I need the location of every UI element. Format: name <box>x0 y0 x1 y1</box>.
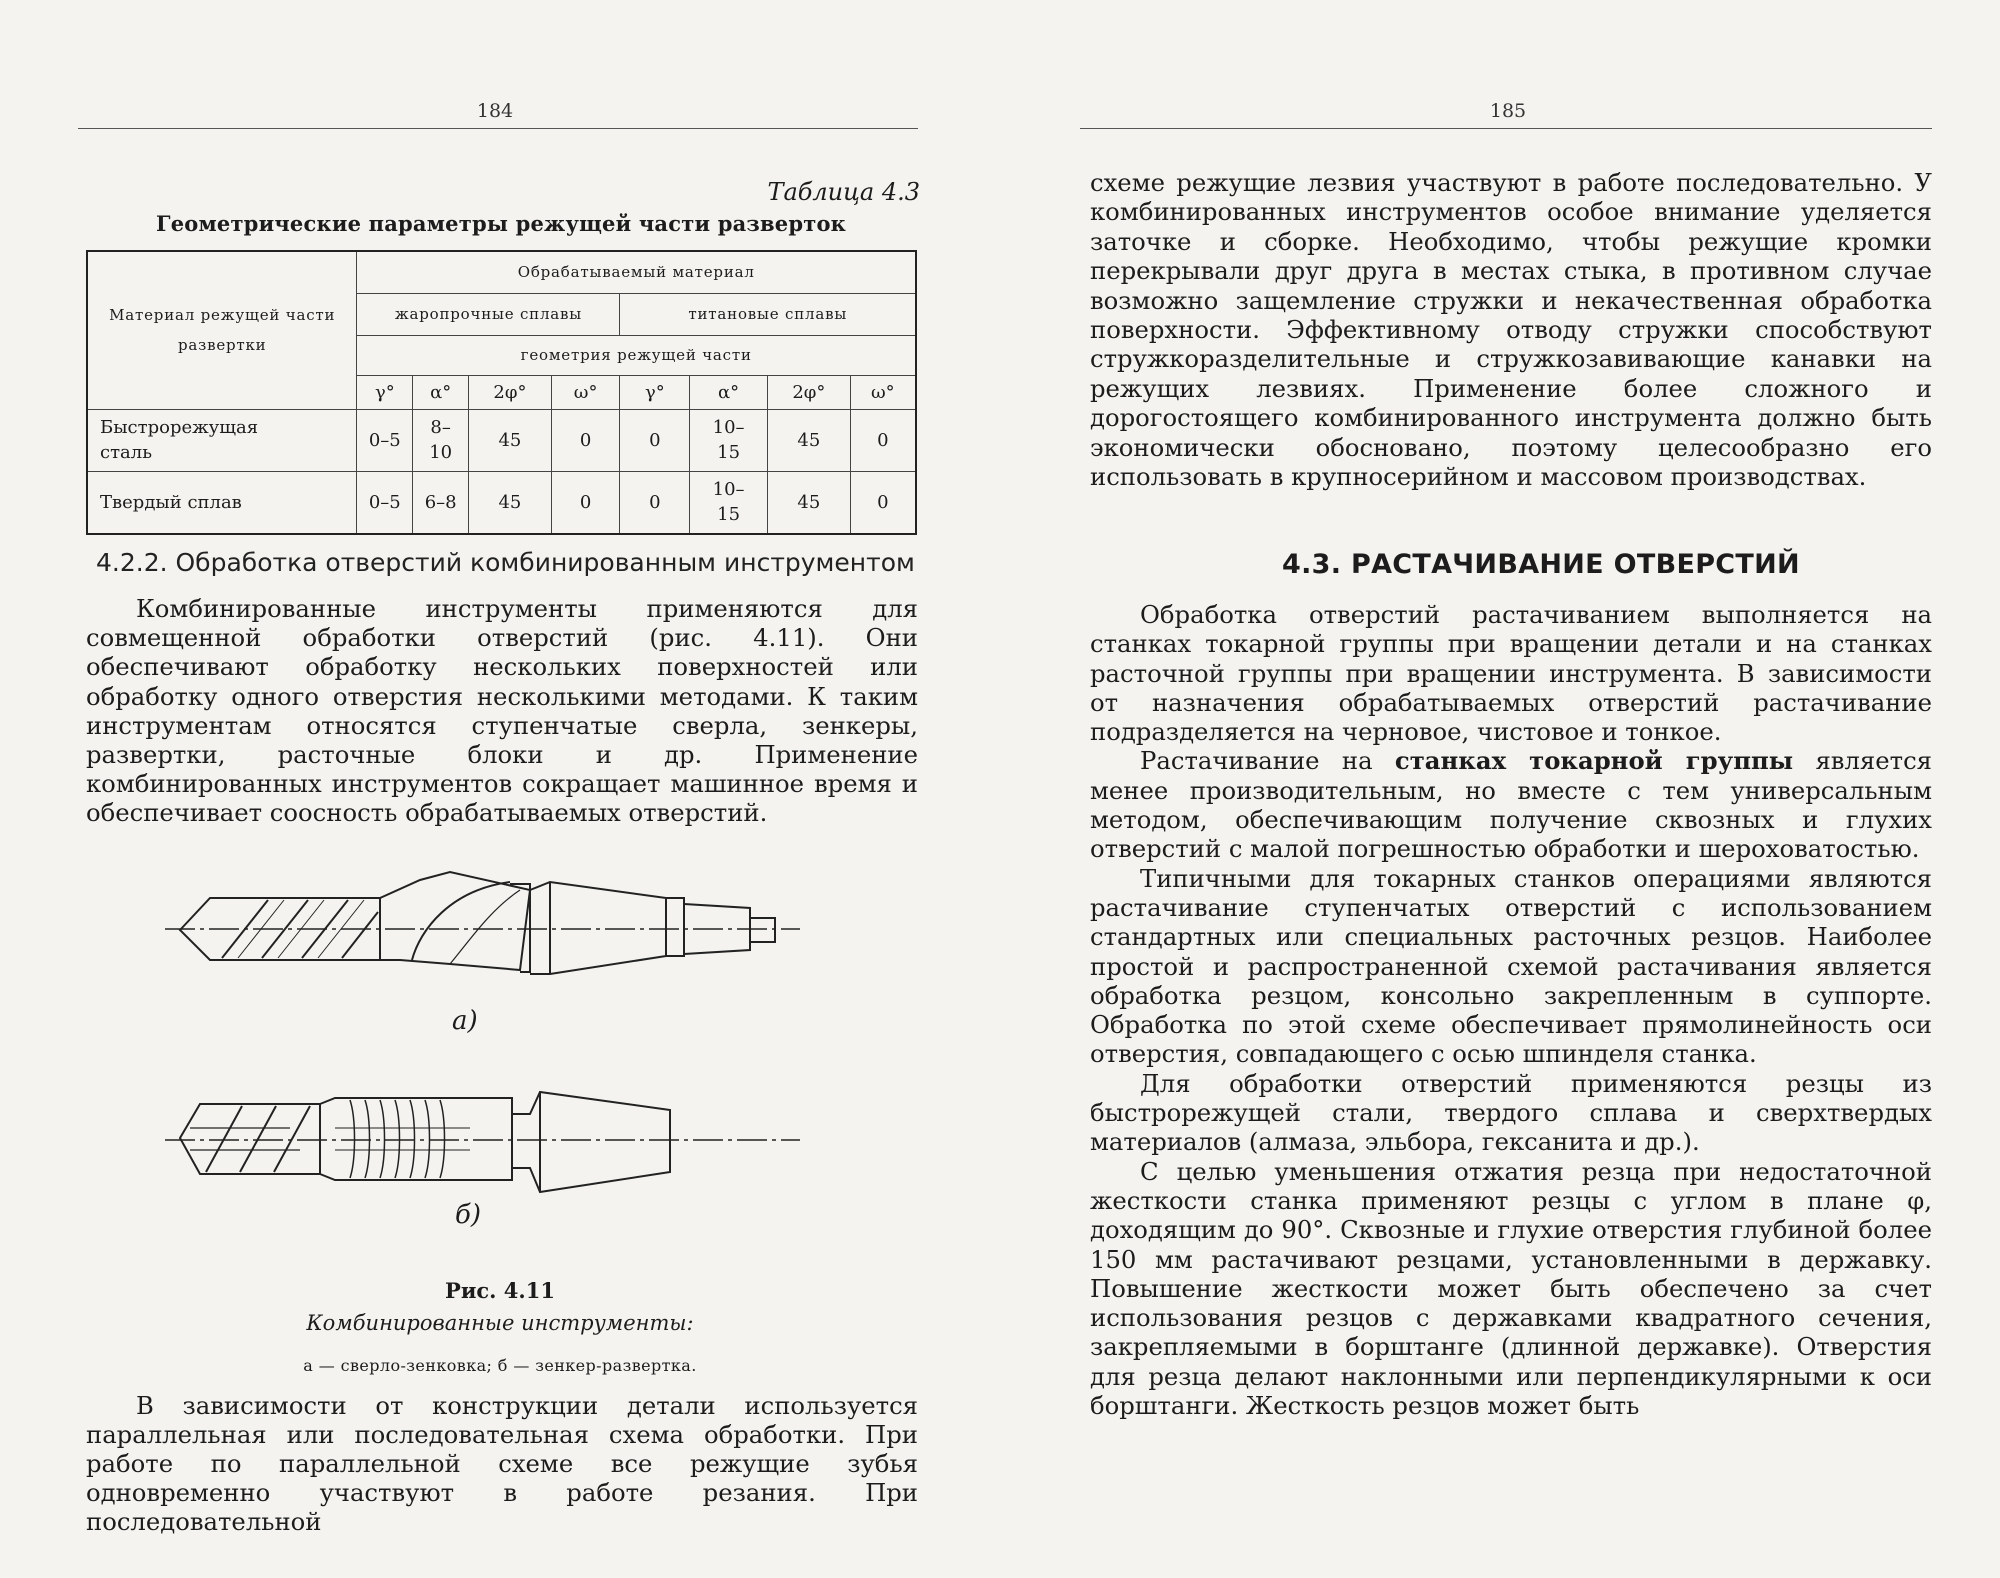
countersink-reamer-drawing <box>150 1088 810 1198</box>
header-rule <box>1080 128 1932 129</box>
emphasis-text: станках токарной группы <box>1394 746 1794 776</box>
table-cell: 0–5 <box>357 409 413 471</box>
table-cell: 10–15 <box>690 471 768 534</box>
table-header-group1: жаропрочные сплавы <box>357 293 620 335</box>
table-row <box>87 471 916 534</box>
paragraph-text: Комбинированные инструменты применяются для совмещенной обработки отверстий (рис. 4.11). Они обеспечивают обработку нескольких поверхностей или обработку одного отверстия несколькими методами. К таким инструментам относятся ступенчатые сверла, зенкеры, развертки, расточные блоки и др. Применение комбинированных инструментов сокращает машинное время и обеспечивает соосность обрабатываемых отверстий. <box>86 594 918 828</box>
table-title: Геометрические параметры режущей части разверток <box>156 211 847 236</box>
page-number: 184 <box>476 100 514 122</box>
figure-title: Комбинированные инструменты: <box>306 1311 694 1335</box>
table-param-gamma: γ° <box>620 375 690 409</box>
section-heading: 4.3. РАСТАЧИВАНИЕ ОТВЕРСТИЙ <box>1282 549 1800 580</box>
page-number: 185 <box>1489 100 1527 122</box>
paragraph-text: В зависимости от конструкции детали используется параллельная или последовательная схема обработки. При работе по параллельной схеме все режущие зубья одновременно участвуют в работе резания. При последовательной <box>86 1391 918 1536</box>
table-row-name: Твердый сплав <box>87 471 357 534</box>
section-body <box>1090 600 1932 1420</box>
table-cell: 0 <box>850 409 916 471</box>
subsection-heading: 4.2.2. Обработка отверстий комбинированным инструментом <box>96 548 915 577</box>
paragraph-text: Для обработки отверстий применяются резцы из быстрорежущей стали, твердого сплава и сверхтвердых материалов (алмаза, эльбора, гексанита и др.). <box>1090 1068 1932 1157</box>
table-row-name: Быстрорежущая сталь <box>87 409 357 471</box>
table-cell: 6–8 <box>413 471 469 534</box>
paragraph-continued <box>1090 168 1932 491</box>
paragraph-text: схеме режущие лезвия участвуют в работе последовательно. У комбинированных инструментов особое внимание уделяется заточке и сборке. Необходимо, чтобы режущие кромки перекрывали друг друга в местах стыка, в противном случае возможно защемление стружки и некачественная обработка поверхности. Эффективному отводу стружки способствуют стружкоразделительные и стружкозавивающие канавки на режущих лезвиях. Применение более сложного и дорогостоящего комбинированного инструмента должно быть экономически обосновано, поэтому целесообразно его использовать в крупносерийном и массовом производствах. <box>1090 168 1932 492</box>
parameters-table <box>86 250 917 535</box>
figure-label-b: б) <box>455 1200 482 1230</box>
paragraph-schemes <box>86 1391 918 1536</box>
table-cell: 8–10 <box>413 409 469 471</box>
table-cell: 0 <box>620 409 690 471</box>
table-param-2phi: 2φ° <box>469 375 552 409</box>
table-cell: 45 <box>768 471 851 534</box>
paragraph-text: С целью уменьшения отжатия резца при недостаточной жесткости станка применяют резцы с углом в плане φ, доходящим до 90°. Сквозные и глухие отверстия глубиной более 150 мм растачивают резцами, установленными в державку. Повышение жесткости может быть обеспечено за счет использования резцов с державками квадратного сечения, закрепляемыми в борштанге (длинной державке). Отверстия для резца делают наклонными или перпендикулярными к оси борштанги. Жесткость резцов может быть <box>1090 1156 1932 1421</box>
drill-countersink-drawing <box>150 860 810 980</box>
table-cell: 0–5 <box>357 471 413 534</box>
table-header-geometry: геометрия режущей части <box>357 335 916 375</box>
table-cell: 10–15 <box>690 409 768 471</box>
figure-legend: а — сверло-зенковка; б — зенкер-развертка. <box>303 1356 697 1375</box>
table-cell: 0 <box>850 471 916 534</box>
paragraph-text: Обработка отверстий растачиванием выполняется на станках токарной группы при вращении детали и на станках расточной группы при вращении инструмента. В зависимости от назначения обрабатываемых отверстий растачивание подразделяется на черновое, чистовое и тонкое. <box>1090 600 1932 747</box>
paragraph-text: Типичными для токарных станков операциями являются растачивание ступенчатых отверстий с использованием стандартных или специальных расточных резцов. Наиболее простой и распространенной схемой растачивания является обработка резцом, консольно закрепленным в суппорте. Обработка по этой схеме обеспечивает прямолинейность оси отверстия, совпадающего с осью шпинделя станка. <box>1090 863 1932 1069</box>
table-cell: 45 <box>768 409 851 471</box>
table-header-group2: титановые сплавы <box>620 293 916 335</box>
table-cell: 0 <box>620 471 690 534</box>
header-rule <box>78 128 918 129</box>
figure-label-a: а) <box>452 1006 478 1036</box>
table-param-omega: ω° <box>850 375 916 409</box>
table-param-alpha: α° <box>413 375 469 409</box>
table-param-omega: ω° <box>551 375 620 409</box>
paragraph-intro <box>86 594 918 828</box>
table-cell: 0 <box>551 471 620 534</box>
table-header-processed: Обрабатываемый материал <box>357 251 916 293</box>
paragraph-text: Растачивание на <box>1140 746 1395 776</box>
table-param-gamma: γ° <box>357 375 413 409</box>
paragraph-lathe <box>1090 746 1932 863</box>
table-row <box>87 409 916 471</box>
figure-number: Рис. 4.11 <box>445 1278 555 1303</box>
table-cell: 45 <box>469 409 552 471</box>
right-page <box>1000 0 2000 1578</box>
paragraph-text: является менее производительным, но вместе с тем универсальным методом, обеспечивающим получение сквозных и глухих отверстий с малой погрешностью обработки и шероховатостью. <box>1090 746 1933 864</box>
table-param-alpha: α° <box>690 375 768 409</box>
table-cell: 45 <box>469 471 552 534</box>
table-label: Таблица 4.3 <box>767 178 920 206</box>
table-cell: 0 <box>551 409 620 471</box>
table-header-material: Материал режущей части развертки <box>87 251 357 409</box>
table-param-2phi: 2φ° <box>768 375 851 409</box>
